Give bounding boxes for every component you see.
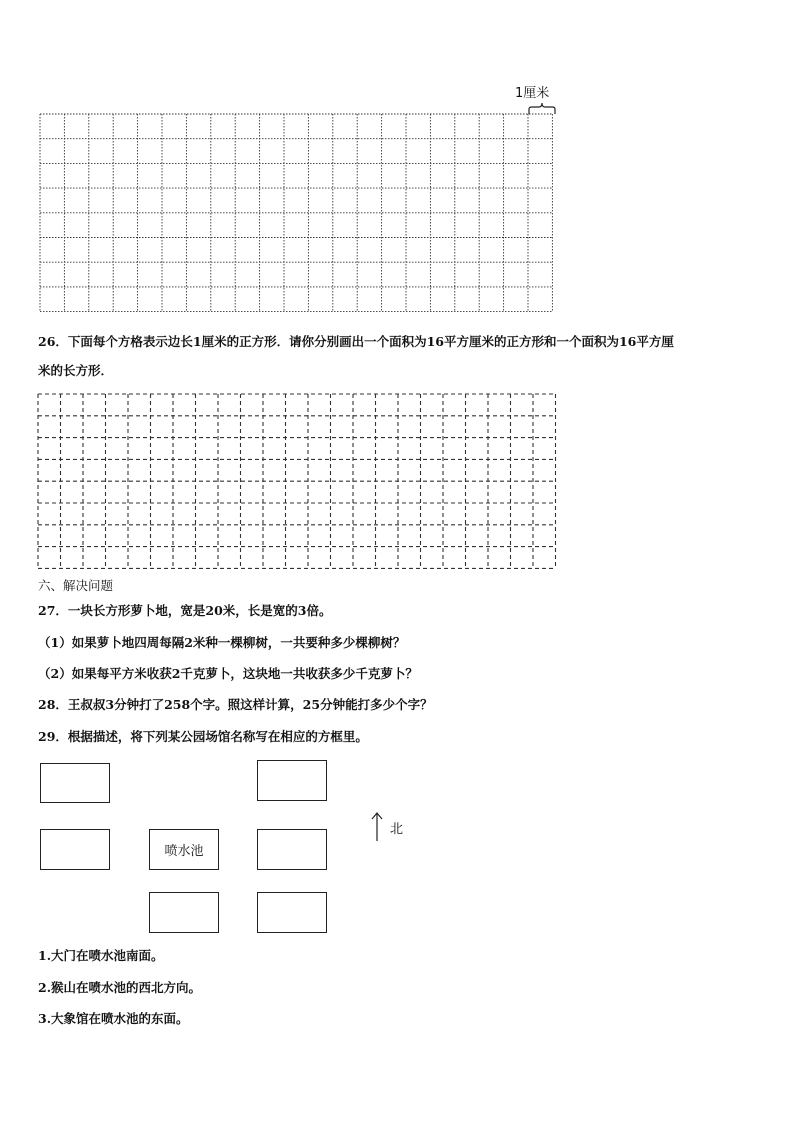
question-26-line2: 米的长方形． bbox=[38, 363, 114, 378]
map-box-west[interactable] bbox=[40, 829, 110, 870]
map-box-southeast[interactable] bbox=[257, 892, 327, 933]
question-27-part1: （1）如果萝卜地四周每隔2米种一棵柳树，一共要种多少棵柳树？ bbox=[38, 635, 406, 650]
dotted-grid-1 bbox=[39, 113, 555, 314]
map-box-center bbox=[149, 829, 219, 870]
map-box-northwest[interactable] bbox=[40, 763, 110, 803]
section-title: 六、解决问题 bbox=[38, 578, 114, 593]
unit-label: 1厘米 bbox=[515, 86, 550, 101]
question-27-stem: 27．一块长方形萝卜地，宽是20米，长是宽的3倍。 bbox=[38, 603, 332, 618]
clue-2: 2.猴山在喷水池的西北方向。 bbox=[38, 980, 202, 995]
map-box-east[interactable] bbox=[257, 829, 327, 870]
fountain-label: 喷水池 bbox=[164, 844, 204, 859]
clue-3: 3.大象馆在喷水池的东面。 bbox=[38, 1011, 189, 1026]
question-28: 28．王叔叔3分钟打了258个字。照这样计算，25分钟能打多少个字？ bbox=[38, 697, 433, 712]
map-box-north[interactable] bbox=[257, 760, 327, 801]
map-box-south[interactable] bbox=[149, 892, 219, 933]
dashed-grid-2 bbox=[37, 393, 559, 570]
north-arrow-icon bbox=[370, 812, 384, 842]
question-26-line1: 26．下面每个方格表示边长1厘米的正方形．请你分别画出一个面积为16平方厘米的正方形和一个面积为16平方厘 bbox=[38, 334, 674, 349]
north-label: 北 bbox=[390, 822, 404, 837]
question-29-stem: 29．根据描述，将下列某公园场馆名称写在相应的方框里。 bbox=[38, 729, 368, 744]
question-27-part2: （2）如果每平方米收获2千克萝卜，这块地一共收获多少千克萝卜？ bbox=[38, 666, 418, 681]
clue-1: 1.大门在喷水池南面。 bbox=[38, 948, 164, 963]
